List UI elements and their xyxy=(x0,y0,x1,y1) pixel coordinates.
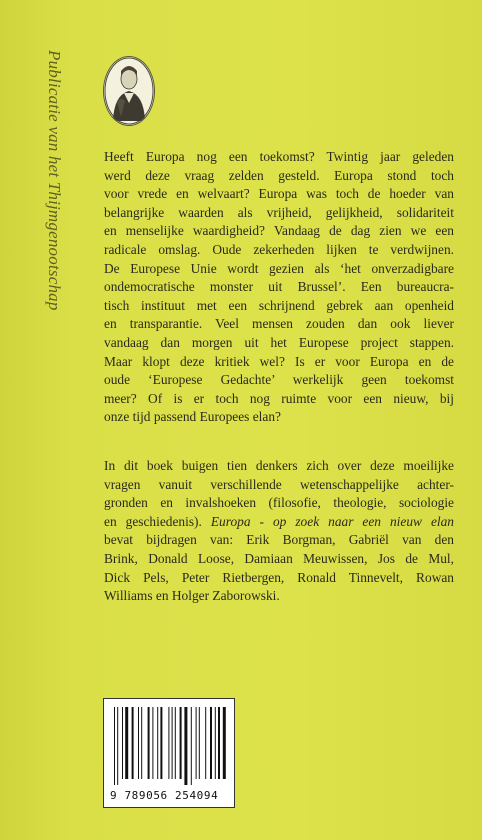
barcode-bar xyxy=(215,707,216,779)
barcode-bars xyxy=(110,707,230,785)
barcode-bar xyxy=(138,707,139,779)
barcode-bar xyxy=(117,707,118,785)
barcode-bar xyxy=(180,707,182,779)
barcode-bar xyxy=(132,707,134,779)
barcode-bar xyxy=(122,707,123,779)
barcode-bar xyxy=(141,707,142,779)
portrait-medallion-icon xyxy=(103,56,155,126)
barcode-bar xyxy=(160,707,162,779)
description-paragraph-1 xyxy=(104,148,454,427)
text-line: radicale omslag. Oude zekerheden lijken te verdwijnen. xyxy=(104,241,454,257)
text-line: Maar klopt deze kritiek wel? Is er voor Europa en de xyxy=(104,353,454,369)
barcode-bar xyxy=(125,707,128,779)
text-line: vragen vanuit verschillende wetenschappelijke achter- xyxy=(104,476,454,492)
text-line: werd deze vraag zelden gesteld. Europa stond toch xyxy=(104,167,454,183)
text-line-part: en geschiedenis). xyxy=(104,513,202,529)
text-line: ondemocratische monster uit Brussel’. Een bureaucra- xyxy=(104,279,454,295)
text-line: vandaag dan morgen uit het Europese project stappen. xyxy=(104,334,454,350)
text-line: oude ‘Europese Gedachte’ werkelijk geen toekomst xyxy=(104,372,454,388)
text-line: bevat bijdragen van: Erik Borgman, Gabriël van den xyxy=(104,532,454,548)
barcode-bar xyxy=(157,707,158,779)
description-paragraph-2 xyxy=(104,457,454,606)
book-title: Europa - op zoek naar een nieuw elan xyxy=(210,513,455,529)
isbn-barcode xyxy=(103,698,235,808)
text-line: Brink, Donald Loose, Damiaan Meuwissen, Jos de Mul, xyxy=(104,550,454,566)
barcode-bar xyxy=(175,707,176,779)
text-line: Heeft Europa nog een toekomst? Twintig jaar geleden xyxy=(104,149,454,164)
text-line: en transparantie. Veel mensen zouden dan ook liever xyxy=(104,316,454,332)
barcode-bar xyxy=(210,707,212,779)
barcode-bar xyxy=(172,707,173,779)
barcode-bar xyxy=(223,707,226,779)
text-line: en menselijke waardigheid? Vandaag de dag zien we een xyxy=(104,223,454,239)
barcode-bar xyxy=(184,707,187,785)
text-line: belangrijke waarden als vrijheid, gelijkheid, solidariteit xyxy=(104,204,454,220)
isbn-number: 9 789056 254094 xyxy=(110,789,219,802)
barcode-bar xyxy=(168,707,169,779)
text-line: Dick Pels, Peter Rietbergen, Ronald Tinnevelt, Rowan xyxy=(104,569,454,585)
barcode-bar xyxy=(152,707,153,779)
barcode-bar xyxy=(196,707,197,779)
text-line: meer? Of is er toch nog ruimte voor een nieuw, bij xyxy=(104,390,454,406)
barcode-bar xyxy=(199,707,200,779)
barcode-bar xyxy=(218,707,220,779)
text-line: In dit boek buigen tien denkers zich over deze moeilijke xyxy=(104,458,454,473)
text-line: Williams en Holger Zaborowski. xyxy=(104,588,280,604)
barcode-bar xyxy=(148,707,150,779)
text-line: tisch instituut met een schrijnend gebrek aan openheid xyxy=(104,297,454,313)
barcode-bar xyxy=(191,707,192,785)
text-line xyxy=(104,513,454,532)
text-line: onze tijd passend Europees elan? xyxy=(104,409,281,425)
barcode-bar xyxy=(205,707,206,779)
text-line: voor vrede en welvaart? Europa was toch de hoeder van xyxy=(104,186,454,202)
barcode-bar xyxy=(114,707,115,785)
text-line: gronden en invalshoeken (filosofie, theologie, sociologie xyxy=(104,495,454,511)
publisher-series-title: Publicatie van het Thijmgenootschap xyxy=(45,50,64,311)
text-line: De Europese Unie wordt gezien als ‘het onverzadigbare xyxy=(104,260,454,276)
